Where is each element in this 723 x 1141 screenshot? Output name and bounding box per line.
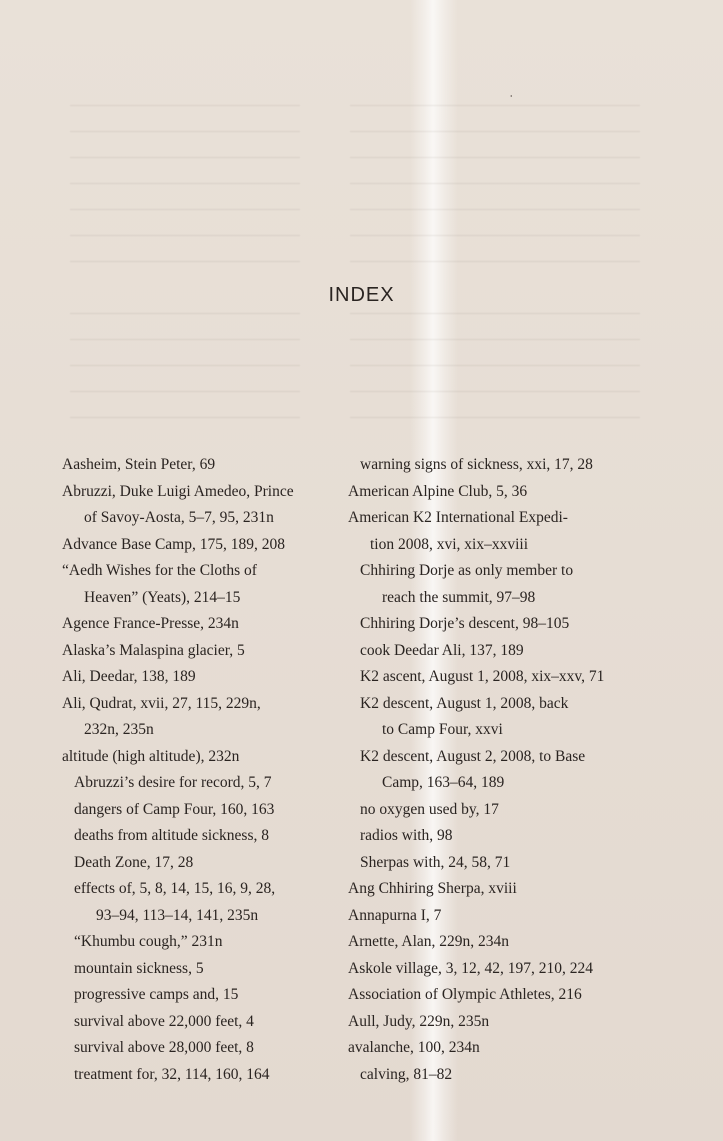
index-entry — [62, 876, 352, 929]
index-entry — [62, 691, 352, 744]
index-entry-text: Chhiring Dorje’s descent, 98–105 — [360, 615, 570, 632]
index-entry-text: dangers of Camp Four, 160, 163 — [74, 800, 275, 818]
index-entry — [348, 797, 638, 824]
index-entry — [62, 744, 352, 771]
index-entry — [348, 479, 638, 506]
index-entry-text: Askole village, 3, 12, 42, 197, 210, 224 — [348, 959, 593, 977]
index-entry-text: no oxygen used by, 17 — [360, 800, 499, 818]
index-entry-text: altitude (high altitude), 232n — [62, 747, 240, 765]
index-entry — [62, 558, 352, 611]
index-entry-text: Agence France-Presse, 234n — [62, 615, 239, 632]
index-entry-continuation: tion 2008, xvi, xix–xxviii — [370, 535, 529, 553]
index-entry — [348, 664, 638, 691]
index-entry-text: Ang Chhiring Sherpa, xviii — [348, 880, 517, 897]
show-through-line — [70, 209, 300, 210]
index-entry — [62, 664, 352, 691]
index-entry-text: K2 descent, August 1, 2008, back — [360, 694, 569, 712]
index-entry-text: Abruzzi’s desire for record, 5, 7 — [74, 774, 272, 791]
index-entry-continuation: of Savoy-Aosta, 5–7, 95, 231n — [84, 509, 274, 526]
index-entry — [62, 956, 352, 983]
index-entry — [348, 903, 638, 930]
show-through-line — [350, 209, 640, 210]
index-entry — [62, 982, 352, 1009]
pencil-mark-icon: ˈ — [509, 92, 514, 107]
index-entry-text: Annapurna I, 7 — [348, 906, 442, 924]
index-entry-text: Advance Base Camp, 175, 189, 208 — [62, 535, 285, 553]
index-entry — [62, 1062, 352, 1089]
index-entry-text: treatment for, 32, 114, 160, 164 — [74, 1065, 270, 1083]
show-through-line — [70, 391, 300, 392]
index-entry — [62, 1009, 352, 1036]
index-entry-text: survival above 22,000 feet, 4 — [74, 1012, 254, 1030]
index-entry — [62, 1035, 352, 1062]
index-entry-text: radios with, 98 — [360, 827, 453, 844]
index-entry — [348, 1062, 638, 1089]
index-entry — [348, 452, 638, 479]
page-title: INDEX — [328, 284, 395, 306]
index-entry-text: avalanche, 100, 234n — [348, 1039, 480, 1056]
index-entry — [348, 691, 638, 744]
index-entry — [348, 956, 638, 983]
index-entry-text: mountain sickness, 5 — [74, 959, 204, 977]
index-entry-continuation: 93–94, 113–14, 141, 235n — [96, 906, 259, 924]
index-entry — [348, 611, 638, 638]
show-through-line — [350, 131, 640, 132]
show-through-line — [350, 391, 640, 392]
index-entry-text: Ali, Qudrat, xvii, 27, 115, 229n, — [62, 694, 261, 712]
show-through-line — [350, 183, 640, 184]
index-entry — [348, 638, 638, 665]
index-entry — [62, 929, 352, 956]
index-entry-continuation: Camp, 163–64, 189 — [382, 774, 505, 791]
index-entry — [348, 1035, 638, 1062]
show-through-line — [70, 183, 300, 184]
show-through-line — [350, 339, 640, 340]
index-entry-text: K2 ascent, August 1, 2008, xix–xxv, 71 — [360, 668, 605, 685]
index-entry-text: Ali, Deedar, 138, 189 — [62, 668, 196, 685]
index-entry-text: survival above 28,000 feet, 8 — [74, 1039, 254, 1056]
index-entry — [348, 850, 638, 877]
index-entry-text: Aasheim, Stein Peter, 69 — [62, 456, 216, 473]
index-entry — [62, 638, 352, 665]
index-entry — [62, 611, 352, 638]
index-entry — [62, 823, 352, 850]
index-entry — [348, 823, 638, 850]
show-through-line — [350, 417, 640, 418]
index-entry-text: Death Zone, 17, 28 — [74, 853, 194, 871]
index-entry-text: “Khumbu cough,” 231n — [74, 933, 223, 950]
index-entry-text: K2 descent, August 2, 2008, to Base — [360, 747, 586, 765]
index-entry — [348, 1009, 638, 1036]
index-entry-text: “Aedh Wishes for the Cloths of — [62, 562, 257, 579]
index-entry-text: Arnette, Alan, 229n, 234n — [348, 933, 510, 950]
index-column-right — [348, 452, 638, 1088]
index-entry-text: warning signs of sickness, xxi, 17, 28 — [360, 456, 593, 473]
index-entry — [348, 876, 638, 903]
index-entry-text: progressive camps and, 15 — [74, 986, 239, 1003]
index-entry-text: calving, 81–82 — [360, 1065, 453, 1083]
index-entry-text: Sherpas with, 24, 58, 71 — [360, 853, 511, 871]
show-through-line — [70, 157, 300, 158]
show-through-line — [70, 105, 300, 106]
index-entry-text: Alaska’s Malaspina glacier, 5 — [62, 641, 245, 659]
index-entry — [62, 479, 352, 532]
index-entry — [62, 797, 352, 824]
index-entry-continuation: Heaven” (Yeats), 214–15 — [84, 588, 241, 606]
index-entry — [348, 558, 638, 611]
show-through-line — [350, 105, 640, 106]
index-entry-text: Aull, Judy, 229n, 235n — [348, 1012, 490, 1030]
index-entry — [62, 532, 352, 559]
show-through-line — [350, 313, 640, 314]
show-through-line — [70, 339, 300, 340]
index-entry-text: cook Deedar Ali, 137, 189 — [360, 641, 524, 659]
index-entry-text: American K2 International Expedi- — [348, 509, 568, 526]
show-through-line — [350, 365, 640, 366]
show-through-line — [70, 261, 300, 262]
index-entry — [348, 929, 638, 956]
index-entry-continuation: reach the summit, 97–98 — [382, 588, 536, 606]
show-through-line — [70, 235, 300, 236]
index-entry — [62, 770, 352, 797]
index-entry — [348, 505, 638, 558]
index-entry-text: American Alpine Club, 5, 36 — [348, 482, 528, 500]
index-column-left — [62, 452, 352, 1088]
index-entry-text: Abruzzi, Duke Luigi Amedeo, Prince — [62, 482, 294, 500]
index-entry-continuation: 232n, 235n — [84, 721, 154, 738]
show-through-line — [70, 313, 300, 314]
index-entry — [62, 850, 352, 877]
show-through-line — [70, 365, 300, 366]
index-entry — [62, 452, 352, 479]
show-through-line — [70, 131, 300, 132]
show-through-line — [350, 157, 640, 158]
show-through-line — [350, 261, 640, 262]
index-entry-text: Chhiring Dorje as only member to — [360, 562, 574, 579]
index-entry — [348, 982, 638, 1009]
index-entry — [348, 744, 638, 797]
index-entry-text: effects of, 5, 8, 14, 15, 16, 9, 28, — [74, 880, 276, 897]
show-through-line — [70, 417, 300, 418]
index-entry-continuation: to Camp Four, xxvi — [382, 721, 503, 738]
index-entry-text: Association of Olympic Athletes, 216 — [348, 986, 582, 1003]
show-through-line — [350, 235, 640, 236]
index-entry-text: deaths from altitude sickness, 8 — [74, 827, 269, 844]
